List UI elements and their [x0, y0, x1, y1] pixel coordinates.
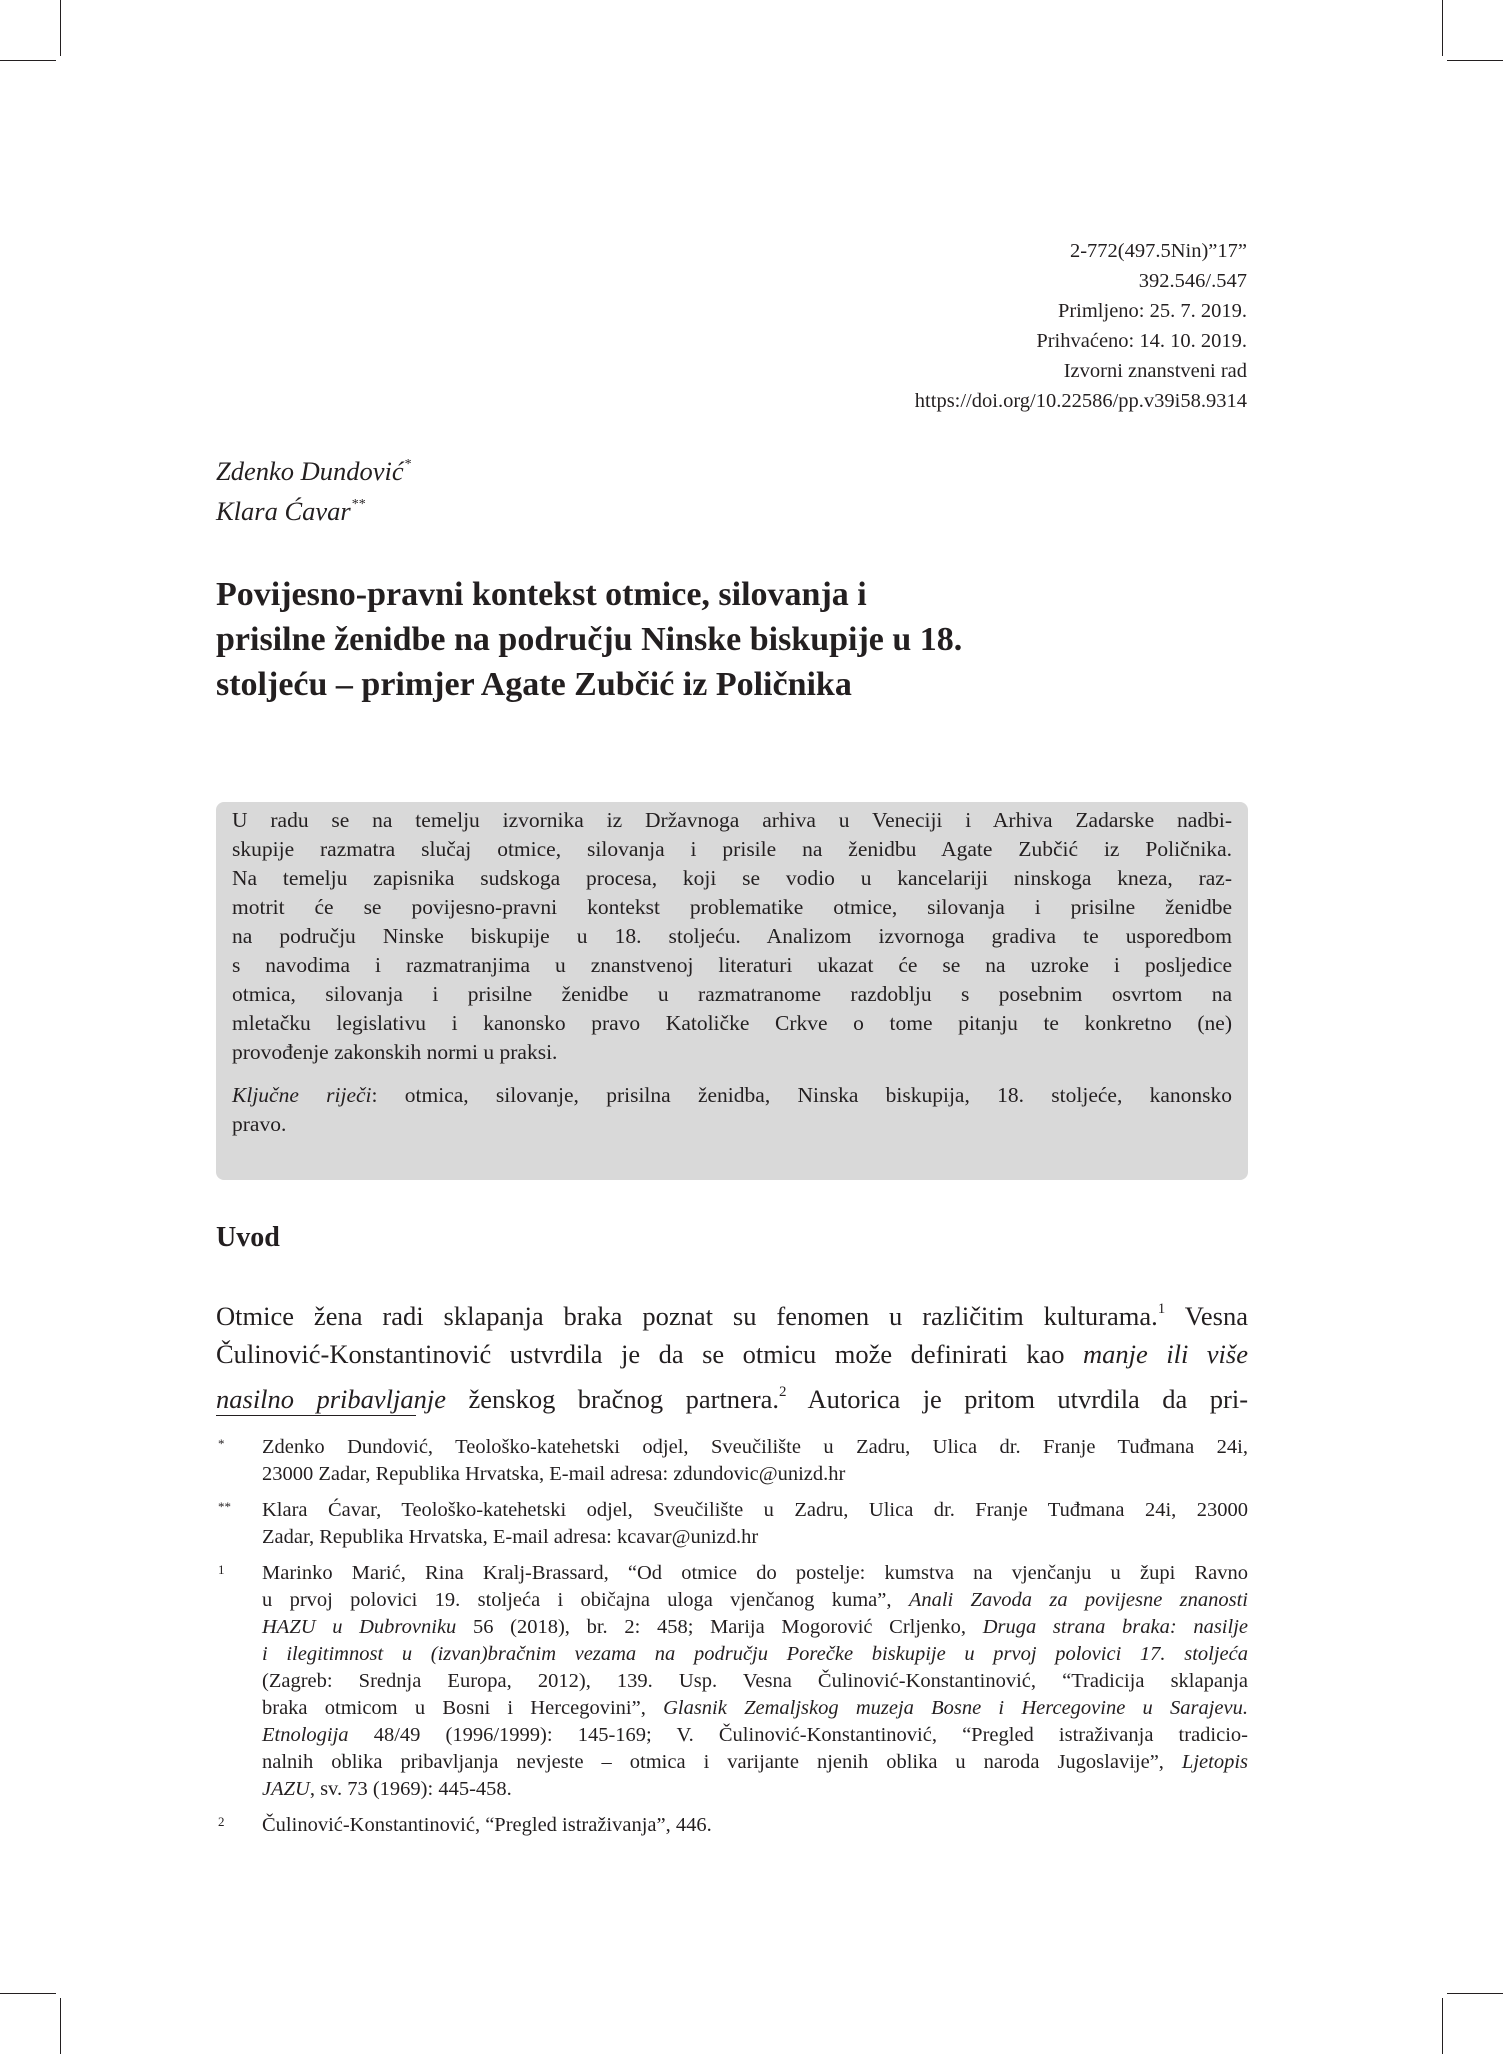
- abstract-box: [216, 802, 1248, 1180]
- article-title: [216, 572, 1256, 707]
- abstract-line: otmica, silovanja i prisilne ženidbe u razmatranome razdoblju s posebnim osvrtom na: [232, 982, 1232, 1006]
- author: Klara Ćavar**: [216, 496, 366, 526]
- crop-mark: [1442, 1998, 1443, 2054]
- crop-mark: [0, 1993, 56, 1994]
- crop-mark: [0, 60, 56, 61]
- footnotes: [216, 1434, 1248, 1848]
- footnote-separator: [216, 1415, 416, 1416]
- keywords-label: Ključne riječi: [232, 1083, 372, 1107]
- title-line: stoljeću – primjer Agate Zubčić iz Poličnika: [216, 666, 852, 703]
- footnote-marker[interactable]: 2: [779, 1384, 787, 1400]
- abstract-line: na području Ninske biskupije u 18. stoljeću. Analizom izvornoga gradiva te usporedbom: [232, 924, 1232, 948]
- footnote-marker[interactable]: **: [351, 497, 366, 512]
- crop-mark: [1442, 0, 1443, 56]
- author-list: [216, 448, 412, 528]
- udc-code: 2-772(497.5Nin)”17”: [1069, 240, 1247, 262]
- abstract-line: motrit će se povijesno-pravni kontekst problematike otmice, silovanja i prisilne ženidbe: [232, 895, 1232, 919]
- footnote: 2 Čulinović-Konstantinović, “Pregled istraživanja”, 446.: [216, 1812, 1248, 1839]
- received-date: Primljeno: 25. 7. 2019.: [1057, 300, 1247, 322]
- body-paragraph: Otmice žena radi sklapanja braka poznat su fenomen u različitim kulturama.$^1$ Vesna Čulinović-Konstantinović ustvrdila je da se otmicu može definirati kao manje ili više nasilno pribavljanje ženskog bračnog partnera.$^2$ Autorica je pritom utvrdila da pri-: [216, 1301, 1249, 1414]
- title-line: prisilne ženidbe na području Ninske biskupije u 18.: [216, 621, 963, 658]
- abstract-line: s navodima i razmatranjima u znanstvenoj literaturi ukazat će se na uzroke i posljedice: [232, 953, 1232, 977]
- footnote-mark: 1: [218, 1562, 225, 1577]
- footnote: 1 Marinko Marić, Rina Kralj-Brassard, “Od otmice do postelje: kumstva na vjenčanju u župi Ravno u prvoj polovici 19. stoljeća i običajna uloga vjenčanog kuma”, Anali Zavoda za povijesne znanosti HAZU u Dubrovniku 56 (2018), br. 2: 458; Marija Mogorović Crljenko, Druga strana braka: nasilje i ilegitimnost u (izvan)bračnim vezama na području Porečke biskupije u prvoj polovici 17. stoljeća (Zagreb: Srednja Europa, 2012), 139. Usp. Vesna Čulinović-Konstantinović, “Tradicija sklapanja braka otmicom u Bosni i Hercegovini”, Glasnik Zemaljskog muzeja Bosne i Hercegovine u Sarajevu. Etnologija 48/49 (1996/1999): 145-169; V. Čulinović-Konstantinović, “Pregled istraživanja tradicio- nalnih oblika pribavljanja nevjeste – otmica i varijante njenih oblika u naroda Jugoslavije”, Ljetopis JAZU, sv. 73 (1969): 445-458.: [216, 1560, 1248, 1803]
- footnote-mark: *: [218, 1436, 225, 1451]
- abstract-line: Na temelju zapisnika sudskoga procesa, koji se vodio u kancelariji ninskoga kneza, raz-: [232, 866, 1232, 890]
- footnote-marker[interactable]: *: [404, 457, 412, 472]
- udc-code: 392.546/.547: [1138, 270, 1247, 292]
- footnote-mark: **: [218, 1499, 231, 1514]
- author: Zdenko Dundović*: [216, 456, 412, 486]
- keywords: [232, 1081, 1232, 1139]
- footnote: * Zdenko Dundović, Teološko-katehetski odjel, Sveučilište u Zadru, Ulica dr. Franje Tuđmana 24i, 23000 Zadar, Republika Hrvatska, E-mail adresa: zdundovic@unizd.hr: [216, 1434, 1248, 1488]
- abstract-line: mletačku legislativu i kanonsko pravo Katoličke Crkve o tome pitanju te konkretno (ne): [232, 1011, 1232, 1035]
- accepted-date: Prihvaćeno: 14. 10. 2019.: [1036, 330, 1247, 352]
- crop-mark: [60, 1998, 61, 2054]
- abstract-line: provođenje zakonskih normi u praksi.: [232, 1040, 558, 1064]
- doi-link[interactable]: https://doi.org/10.22586/pp.v39i58.9314: [914, 390, 1247, 412]
- article-type: Izvorni znanstveni rad: [1063, 360, 1247, 382]
- crop-mark: [1447, 1993, 1503, 1994]
- title-line: Povijesno-pravni kontekst otmice, silovanja i: [216, 576, 867, 613]
- abstract-line: skupije razmatra slučaj otmice, silovanja i prisile na ženidbu Agate Zubčić iz Poličnika.: [232, 837, 1232, 861]
- section-heading: Uvod: [216, 1222, 280, 1253]
- keywords-text: pravo.: [232, 1112, 287, 1136]
- article-metadata: [647, 236, 1247, 416]
- footnote: ** Klara Ćavar, Teološko-katehetski odjel, Sveučilište u Zadru, Ulica dr. Franje Tuđmana 24i, 23000 Zadar, Republika Hrvatska, E-mail adresa: kcavar@unizd.hr: [216, 1497, 1248, 1551]
- crop-mark: [1447, 60, 1503, 61]
- crop-mark: [60, 0, 61, 56]
- footnote-marker[interactable]: 1: [1157, 1301, 1166, 1317]
- keywords-text: : otmica, silovanje, prisilna ženidba, Ninska biskupija, 18. stoljeće, kanonsko: [371, 1083, 1232, 1107]
- footnote-mark: 2: [218, 1814, 225, 1829]
- abstract-line: U radu se na temelju izvornika iz Državnoga arhiva u Veneciji i Arhiva Zadarske nadbi-: [232, 808, 1232, 832]
